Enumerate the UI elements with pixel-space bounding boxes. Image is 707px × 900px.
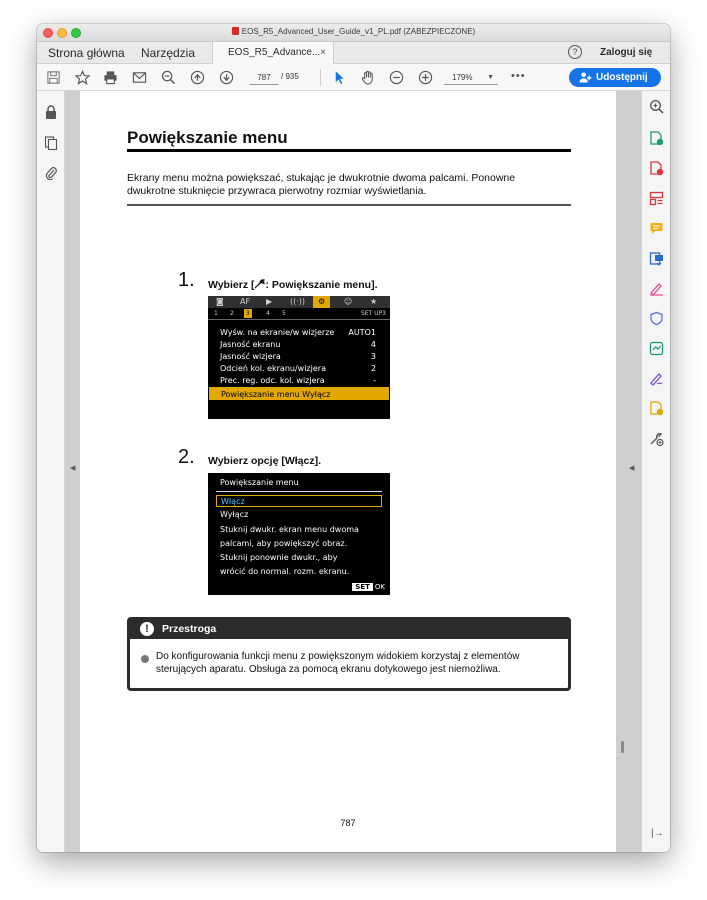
expand-panel-icon[interactable]: |→ bbox=[651, 828, 664, 839]
camera-page-1: 1 bbox=[214, 310, 218, 317]
scan-icon[interactable] bbox=[649, 251, 664, 266]
lock-icon[interactable] bbox=[44, 105, 58, 119]
window-title bbox=[37, 27, 670, 36]
camera-page-2: 2 bbox=[230, 310, 234, 317]
camera-submenu-title: Powiększanie menu bbox=[220, 478, 299, 487]
wrench-tab-icon: ⚙ bbox=[313, 296, 330, 308]
star-tab-icon: ★ bbox=[370, 297, 378, 306]
camera-option-enable: Włącz bbox=[216, 495, 382, 507]
wrench-icon bbox=[254, 279, 265, 289]
hand-tool-icon[interactable] bbox=[359, 69, 375, 85]
step-1-label-end: : Powiększanie menu]. bbox=[265, 279, 378, 291]
step-2-number: 2. bbox=[178, 446, 195, 468]
help-icon[interactable]: ? bbox=[568, 45, 582, 59]
tab-tools[interactable]: Narzędzia bbox=[141, 46, 196, 60]
play-tab-icon: ▶ bbox=[266, 297, 273, 306]
tab-home[interactable]: Strona główna bbox=[48, 46, 125, 60]
camera-option-disable: Wyłącz bbox=[220, 510, 249, 519]
camera-menu-item-value: AUTO1 bbox=[348, 328, 376, 337]
bullet-icon bbox=[141, 655, 149, 663]
request-signature-icon[interactable] bbox=[649, 371, 664, 386]
create-pdf-icon[interactable] bbox=[649, 161, 664, 176]
camera-divider bbox=[208, 319, 390, 320]
camera-menu-item-label: Prec. reg. odc. kol. wizjera bbox=[220, 376, 325, 385]
zoom-out-icon[interactable] bbox=[388, 69, 404, 85]
zoom-search-icon[interactable] bbox=[649, 99, 664, 114]
intro-rule bbox=[127, 204, 571, 206]
edit-pdf-icon[interactable] bbox=[649, 401, 664, 416]
tab-document-label: EOS_R5_Advance... bbox=[228, 47, 321, 58]
caution-header bbox=[130, 620, 568, 639]
camera-menu-screen bbox=[208, 296, 390, 419]
next-page-icon[interactable] bbox=[218, 69, 234, 85]
step-1-label-start: Wybierz [ bbox=[208, 279, 255, 291]
page-thumbnails-icon[interactable] bbox=[44, 136, 58, 150]
page-number-input[interactable]: 787 bbox=[250, 70, 278, 85]
collapse-right-panel-icon[interactable]: ◀ bbox=[629, 465, 635, 472]
zoom-select[interactable] bbox=[444, 70, 498, 85]
camera-tab-icon: ◙ bbox=[216, 297, 224, 306]
camera-description-line: palcami, aby powiększyć obraz. bbox=[220, 539, 348, 548]
select-cursor-icon[interactable] bbox=[331, 69, 347, 85]
share-label: Udostępnij bbox=[596, 72, 648, 83]
zoom-out-search-icon[interactable] bbox=[160, 69, 176, 85]
camera-menu-item-value: 3 bbox=[370, 352, 376, 361]
comment-icon[interactable] bbox=[649, 221, 664, 236]
camera-menu-item-value: 4 bbox=[370, 340, 376, 349]
left-navigation-rail bbox=[37, 91, 65, 852]
email-icon[interactable] bbox=[131, 69, 147, 85]
camera-menu-item-label: Powiększanie menu Wyłącz bbox=[221, 390, 331, 399]
custom-tab-icon: ☺ bbox=[344, 297, 353, 306]
wireless-tab-icon: ((·)) bbox=[290, 297, 306, 306]
right-tools-rail bbox=[641, 91, 670, 852]
zoom-value: 179% bbox=[452, 73, 473, 82]
tab-document[interactable] bbox=[212, 42, 334, 64]
window-title-text: EOS_R5_Advanced_User_Guide_v1_PL.pdf (ZABEZPIECZONE) bbox=[241, 27, 476, 36]
camera-menu-item-value: - bbox=[373, 376, 376, 385]
camera-description-line: Stuknij ponownie dwukr., aby bbox=[220, 553, 338, 562]
caution-text: Do konfigurowania funkcji menu z powiększonym widokiem korzystaj z elementów sterujących aparatu. Obsługa za pomocą ekranu dotykowego jest niemożliwa. bbox=[156, 651, 520, 675]
attachment-icon[interactable] bbox=[44, 166, 58, 180]
camera-description-line: wrócić do normal. rozm. ekranu. bbox=[220, 567, 350, 576]
camera-menu-item-selected bbox=[209, 387, 389, 400]
protect-shield-icon[interactable] bbox=[649, 311, 664, 326]
pdf-page bbox=[80, 91, 616, 852]
camera-menu-item-label: Jasność ekranu bbox=[220, 340, 281, 349]
camera-page-4: 4 bbox=[266, 310, 270, 317]
login-button[interactable]: Zaloguj się bbox=[600, 47, 653, 58]
caution-box bbox=[127, 617, 571, 691]
camera-menu-item-value: 2 bbox=[370, 364, 376, 373]
more-tools-icon[interactable] bbox=[649, 431, 664, 446]
camera-page-5: 5 bbox=[282, 310, 286, 317]
print-icon[interactable] bbox=[102, 69, 118, 85]
camera-set-ok bbox=[352, 583, 385, 591]
bookmark-star-icon[interactable] bbox=[74, 69, 90, 85]
chevron-down-icon: ▼ bbox=[487, 74, 494, 81]
add-person-icon bbox=[579, 72, 592, 83]
camera-ok-label: OK bbox=[374, 583, 385, 591]
step-2-label: Wybierz opcję [Włącz]. bbox=[208, 455, 321, 467]
more-options-icon[interactable]: ••• bbox=[511, 70, 526, 82]
heading-rule bbox=[127, 149, 571, 152]
save-icon[interactable] bbox=[45, 69, 61, 85]
camera-menu-item-label: Odcień kol. ekranu/wizjera bbox=[220, 364, 326, 373]
close-tab-icon[interactable]: × bbox=[320, 47, 326, 58]
organize-pages-icon[interactable] bbox=[649, 191, 664, 206]
caution-title: Przestroga bbox=[162, 623, 217, 635]
zoom-in-icon[interactable] bbox=[417, 69, 433, 85]
camera-menu-item bbox=[220, 374, 382, 387]
pdf-file-icon bbox=[232, 27, 239, 35]
camera-tab-row bbox=[208, 296, 390, 308]
collapse-left-panel-icon[interactable]: ◀ bbox=[70, 465, 76, 472]
document-area bbox=[37, 91, 670, 852]
toolbar-divider bbox=[320, 69, 321, 86]
camera-page-3: 3 bbox=[246, 310, 250, 317]
scrollbar-thumb[interactable] bbox=[621, 741, 624, 753]
camera-description-line: Stuknij dwukr. ekran menu dwoma bbox=[220, 525, 359, 534]
previous-page-icon[interactable] bbox=[189, 69, 205, 85]
camera-menu-item-label: Wyśw. na ekranie/w wizjerze bbox=[220, 328, 335, 337]
camera-menu-item-label: Jasność wizjera bbox=[220, 352, 281, 361]
compare-files-icon[interactable] bbox=[649, 341, 664, 356]
export-pdf-icon[interactable] bbox=[649, 131, 664, 146]
acrobat-window bbox=[37, 24, 670, 852]
page-total: / 935 bbox=[281, 72, 299, 81]
camera-submenu-description bbox=[220, 523, 385, 579]
page-number-footer: 787 bbox=[340, 818, 356, 828]
fill-sign-icon[interactable] bbox=[649, 281, 664, 296]
caution-icon: ! bbox=[140, 622, 154, 636]
tab-bar bbox=[37, 42, 670, 64]
af-tab-icon: AF bbox=[240, 297, 251, 306]
step-1-number: 1. bbox=[178, 269, 195, 291]
camera-set-label: SET bbox=[352, 583, 373, 591]
share-button[interactable] bbox=[569, 68, 661, 87]
camera-setup-label: SET UP3 bbox=[361, 310, 386, 317]
step-1-label bbox=[208, 279, 378, 291]
toolbar bbox=[37, 64, 670, 91]
intro-paragraph: Ekrany menu można powiększać, stukając je dwukrotnie dwoma palcami. Ponowne dwukrotne stuknięcie przywraca pierwotny rozmiar wyświetlania. bbox=[127, 172, 516, 197]
title-bar bbox=[37, 24, 670, 42]
camera-submenu-screen bbox=[208, 473, 390, 595]
camera-submenu-rule bbox=[216, 491, 382, 492]
page-heading: Powiększanie menu bbox=[127, 128, 288, 147]
